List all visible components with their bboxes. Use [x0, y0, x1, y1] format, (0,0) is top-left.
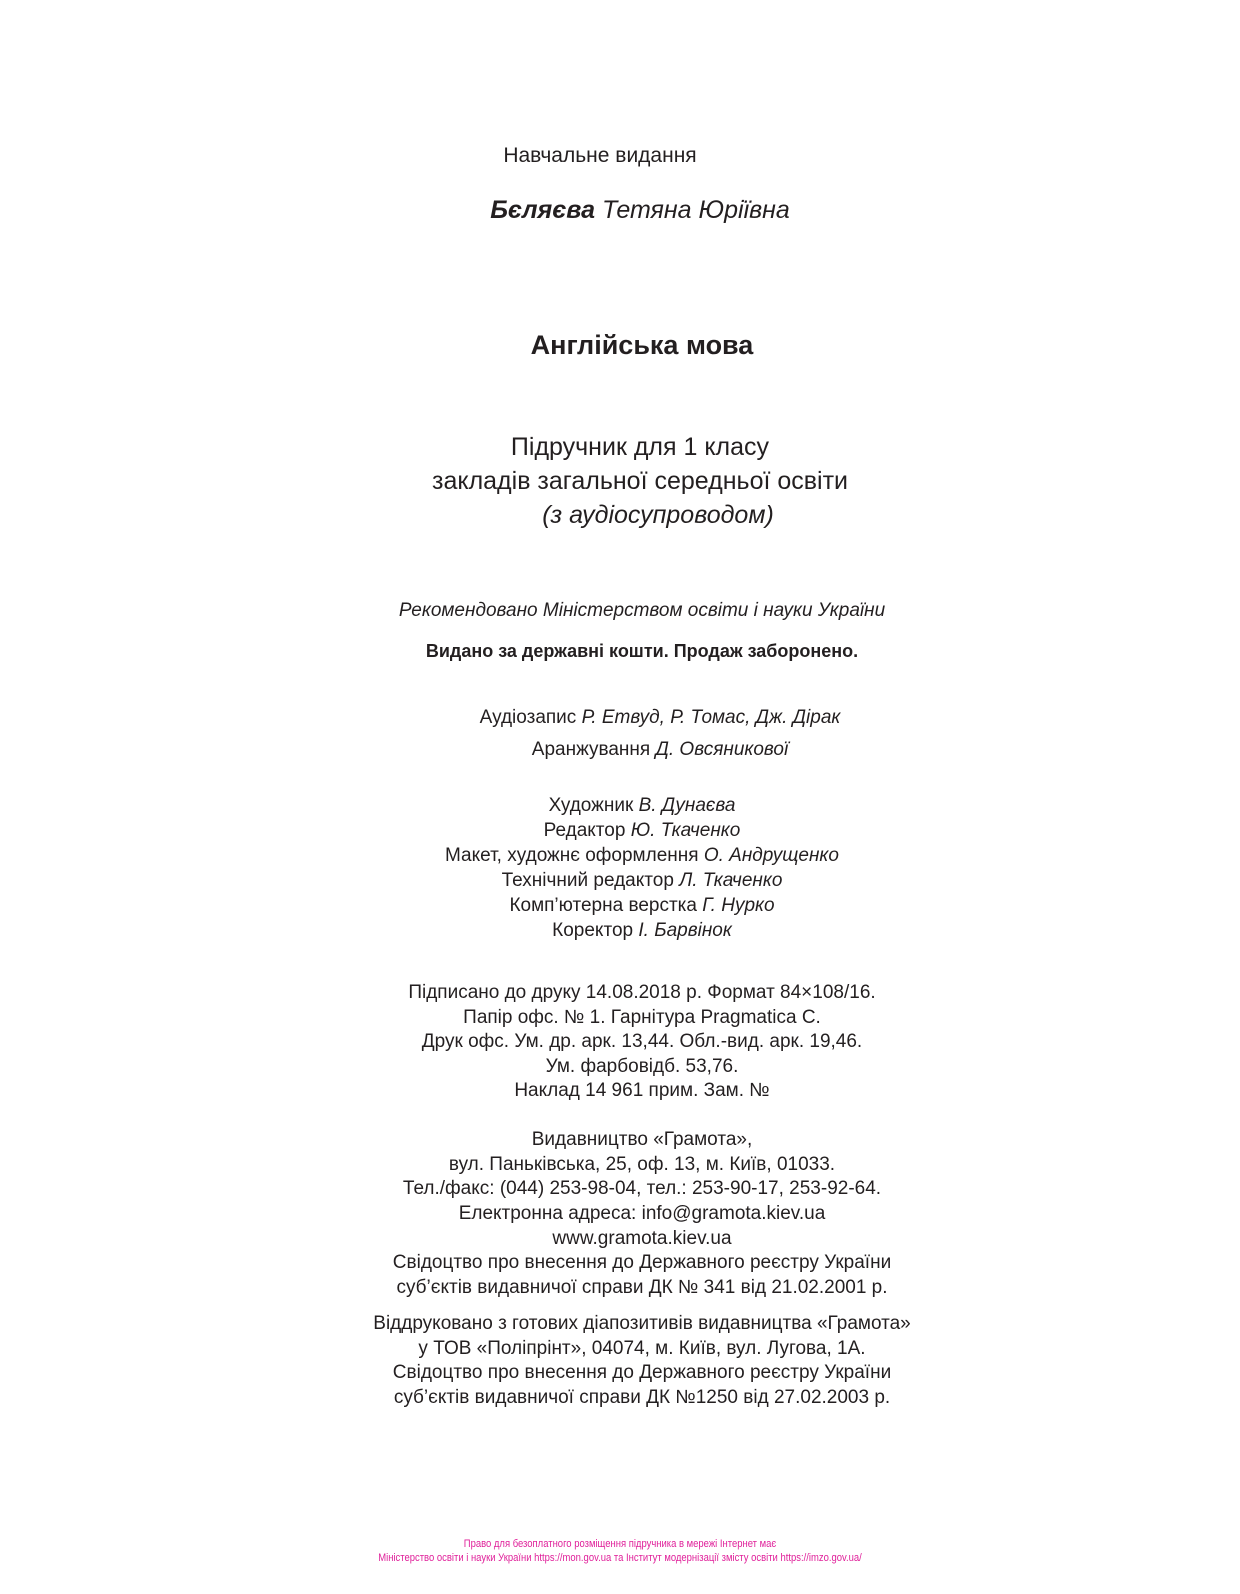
credit-role: Макет, художнє оформлення	[445, 845, 699, 866]
credit-role: Художник	[548, 795, 634, 816]
book-title: Англійська мова	[530, 330, 754, 360]
credit-line	[22, 895, 1240, 917]
audio-record-label: Аудіозапис	[479, 707, 577, 728]
publisher-line: Видавництво «Грамота»,	[531, 1129, 753, 1150]
subtitle-line-1: Підручник для 1 класу	[510, 433, 770, 461]
print-spec-line: Наклад 14 961 прим. Зам. №	[514, 1080, 770, 1101]
footer-rights-line-1: Право для безоплатного розміщення підручника в мережі Інтернет має	[463, 1538, 777, 1550]
credit-name: І. Барвінок	[638, 920, 732, 941]
sales-notice: Видано за державні кошти. Продаж заборонено.	[425, 641, 859, 661]
printer-line: у ТОВ «Поліпрінт», 04074, м. Київ, вул. Лугова, 1А.	[418, 1338, 866, 1359]
audio-record-credit	[40, 707, 1240, 729]
recommendation: Рекомендовано Міністерством освіти і науки України	[398, 600, 886, 621]
print-spec-line: Ум. фарбовідб. 53,76.	[545, 1056, 739, 1077]
author-given-name: Тетяна Юріївна	[601, 196, 790, 224]
credit-line	[22, 795, 1240, 817]
credit-role: Редактор	[543, 820, 626, 841]
arrangement-names: Д. Овсяникової	[655, 739, 789, 760]
arrangement-credit	[40, 739, 1240, 761]
credit-name: О. Андрущенко	[703, 845, 839, 866]
author-name	[20, 196, 1240, 225]
credit-role: Комп’ютерна верстка	[509, 895, 697, 916]
credit-line	[22, 870, 1240, 892]
arrangement-label: Аранжування	[531, 739, 651, 760]
publisher-email: Електронна адреса: info@gramota.kiev.ua	[458, 1203, 826, 1224]
printer-line: Віддруковано з готових діапозитивів видавництва «Грамота»	[373, 1313, 911, 1334]
credit-name: Ю. Ткаченко	[630, 820, 741, 841]
subtitle-line-2: закладів загальної середньої освіти	[431, 467, 849, 495]
publisher-line: Свідоцтво про внесення до Державного реєстру України	[392, 1252, 892, 1273]
credit-role: Технічний редактор	[501, 870, 674, 891]
credit-line	[22, 845, 1240, 867]
credit-name: В. Дунаєва	[638, 795, 736, 816]
footer-rights-line-2: Міністерство освіти і науки України https://mon.gov.ua та Інститут модернізації змісту освіти https://imzo.gov.ua/	[378, 1552, 862, 1564]
credit-name: Л. Ткаченко	[679, 870, 783, 891]
publisher-line: суб’єктів видавничої справи ДК № 341 від 21.02.2001 р.	[396, 1277, 888, 1298]
print-spec-line: Підписано до друку 14.08.2018 р. Формат 84×108/16.	[408, 982, 876, 1003]
printer-line: Свідоцтво про внесення до Державного реєстру України	[392, 1362, 892, 1383]
subtitle-line-3: (з аудіосупроводом)	[542, 501, 774, 529]
publisher-website: www.gramota.kiev.ua	[552, 1228, 732, 1249]
print-spec-line: Друк офс. Ум. др. арк. 13,44. Обл.-вид. арк. 19,46.	[421, 1031, 863, 1052]
publisher-line: вул. Паньківська, 25, оф. 13, м. Київ, 01033.	[448, 1154, 836, 1175]
author-surname: Бєляєва	[490, 196, 595, 224]
credit-role: Коректор	[552, 920, 634, 941]
printer-line: суб’єктів видавничої справи ДК №1250 від 27.02.2003 р.	[393, 1387, 891, 1408]
edition-type: Навчальне видання	[503, 144, 697, 167]
publisher-line: Тел./факс: (044) 253-98-04, тел.: 253-90-17, 253-92-64.	[402, 1178, 882, 1199]
audio-record-names: Р. Етвуд, Р. Томас, Дж. Дірак	[581, 707, 841, 728]
print-spec-line: Папір офс. № 1. Гарнітура Pragmatica C.	[463, 1007, 821, 1028]
credit-line	[22, 920, 1240, 942]
credit-name: Г. Нурко	[702, 895, 775, 916]
credit-line	[22, 820, 1240, 842]
